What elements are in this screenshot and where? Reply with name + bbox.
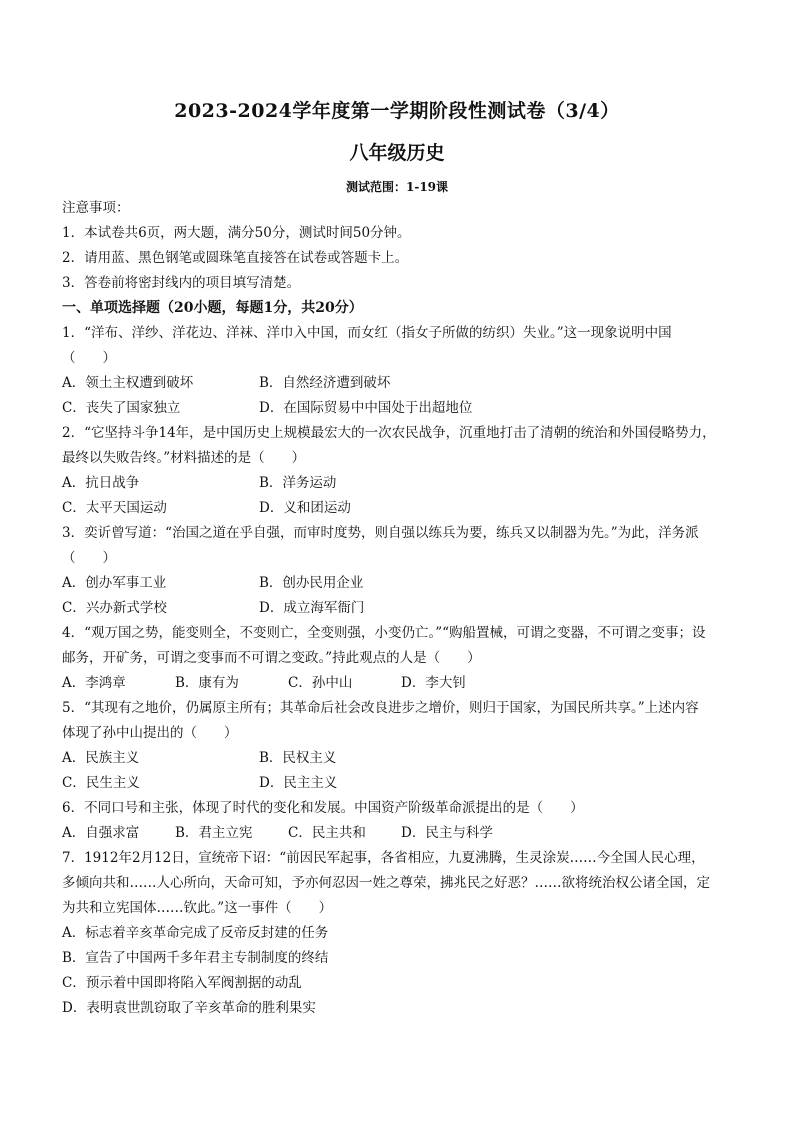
option-row bbox=[62, 396, 738, 421]
question-5 bbox=[62, 696, 738, 796]
answer-blank: （ ） bbox=[62, 350, 116, 366]
option-c: C．太平天国运动 bbox=[62, 500, 167, 516]
question-stem: 2．“它坚持斗争14年，是中国历史上规模最宏大的一次农民战争，沉重地打击了清朝的统治和外国侵略势力， bbox=[62, 425, 716, 441]
option-c: C．丧失了国家独立 bbox=[62, 400, 181, 416]
question-stem: 5．“其现有之地价，仍属原主所有；其革命后社会改良进步之增价，则归于国家，为国民所共享。”上述内容 bbox=[62, 700, 699, 716]
question-4 bbox=[62, 621, 738, 696]
option-c: C．孙中山 bbox=[288, 675, 353, 691]
option-d: D．义和团运动 bbox=[259, 500, 351, 516]
option-row bbox=[62, 371, 738, 396]
option-row bbox=[62, 821, 738, 846]
option-row bbox=[62, 471, 738, 496]
option-row bbox=[62, 596, 738, 621]
question-2 bbox=[62, 421, 738, 521]
notes-heading: 注意事项： bbox=[62, 200, 130, 216]
option-d: D．李大钊 bbox=[401, 675, 466, 691]
question-stem: 为共和立宪国体……钦此。”这一事件（ ） bbox=[62, 900, 333, 916]
option-d: D．民主主义 bbox=[259, 775, 338, 791]
option-d: D．成立海军衙门 bbox=[259, 600, 365, 616]
option-c: C．民生主义 bbox=[62, 775, 140, 791]
question-1 bbox=[62, 321, 738, 421]
option-a: A．民族主义 bbox=[62, 750, 140, 766]
option-a: A．抗日战争 bbox=[62, 475, 140, 491]
option-b: B．宣告了中国两千多年君主专制制度的终结 bbox=[62, 950, 329, 966]
option-b: B．洋务运动 bbox=[259, 475, 337, 491]
option-a: A．领土主权遭到破坏 bbox=[62, 375, 194, 391]
question-stem: 体现了孙中山提出的（ ） bbox=[62, 725, 238, 741]
note-item: 2．请用蓝、黑色钢笔或圆珠笔直接答在试卷或答题卡上。 bbox=[62, 250, 409, 266]
question-stem: 6．不同口号和主张，体现了时代的变化和发展。中国资产阶级革命派提出的是（ ） bbox=[62, 800, 584, 816]
question-stem: 最终以失败告终。”材料描述的是（ ） bbox=[62, 450, 306, 466]
question-7 bbox=[62, 846, 738, 1021]
option-b: B．康有为 bbox=[175, 675, 239, 691]
question-stem: 多倾向共和……人心所向，天命可知，予亦何忍因一姓之尊荣，拂兆民之好恶？……欲将统治权公诸全国，定 bbox=[62, 875, 710, 891]
note-item: 1．本试卷共6页，两大题，满分50分，测试时间50分钟。 bbox=[62, 225, 411, 241]
option-row bbox=[62, 771, 738, 796]
option-a: A．自强求富 bbox=[62, 825, 140, 841]
option-b: B．自然经济遭到破坏 bbox=[259, 375, 391, 391]
option-b: B．创办民用企业 bbox=[259, 575, 364, 591]
option-row bbox=[62, 671, 738, 696]
question-stem: 1．“洋布、洋纱、洋花边、洋袜、洋巾入中国，而女红（指女子所做的纺织）失业。”这一现象说明中国 bbox=[62, 325, 672, 341]
option-c: C．兴办新式学校 bbox=[62, 600, 167, 616]
section-heading: 一、单项选择题（20小题，每题1分，共20分） bbox=[62, 300, 363, 316]
question-stem: 4．“观万国之势，能变则全，不变则亡，全变则强，小变仍亡。”“购船置械，可谓之变器，不可谓之变事；设 bbox=[62, 625, 706, 641]
option-a: A．创办军事工业 bbox=[62, 575, 167, 591]
option-d: D．民主与科学 bbox=[401, 825, 493, 841]
question-stem: 邮务，开矿务，可谓之变事而不可谓之变政。”持此观点的人是（ ） bbox=[62, 650, 481, 666]
option-row bbox=[62, 496, 738, 521]
option-c: C．民主共和 bbox=[288, 825, 366, 841]
option-d: D．在国际贸易中中国处于出超地位 bbox=[259, 400, 473, 416]
exam-content bbox=[62, 196, 738, 1021]
option-row bbox=[62, 746, 738, 771]
option-b: B．君主立宪 bbox=[175, 825, 253, 841]
question-3 bbox=[62, 521, 738, 621]
answer-blank: （ ） bbox=[62, 550, 116, 566]
note-item: 3．答卷前将密封线内的项目填写清楚。 bbox=[62, 275, 301, 291]
exam-subject: 八年级历史 bbox=[349, 142, 445, 164]
option-row bbox=[62, 571, 738, 596]
option-c: C．预示着中国即将陷入军阀割据的动乱 bbox=[62, 975, 302, 991]
question-stem: 3．奕䜣曾写道：“治国之道在乎自强，而审时度势，则自强以练兵为要，练兵又以制器为先。”为此，洋务派 bbox=[62, 525, 699, 541]
option-b: B．民权主义 bbox=[259, 750, 337, 766]
exam-title: 2023-2024学年度第一学期阶段性测试卷（3/4） bbox=[174, 100, 620, 122]
option-a: A．李鸿章 bbox=[62, 675, 126, 691]
option-a: A．标志着辛亥革命完成了反帝反封建的任务 bbox=[62, 925, 329, 941]
option-d: D．表明袁世凯窃取了辛亥革命的胜利果实 bbox=[62, 1000, 316, 1016]
question-stem: 7．1912年2月12日，宣统帝下诏：“前因民军起事，各省相应，九夏沸腾，生灵涂炭……今全国人民心理， bbox=[62, 850, 705, 866]
test-scope: 测试范围：1-19课 bbox=[345, 180, 449, 194]
question-6 bbox=[62, 796, 738, 846]
